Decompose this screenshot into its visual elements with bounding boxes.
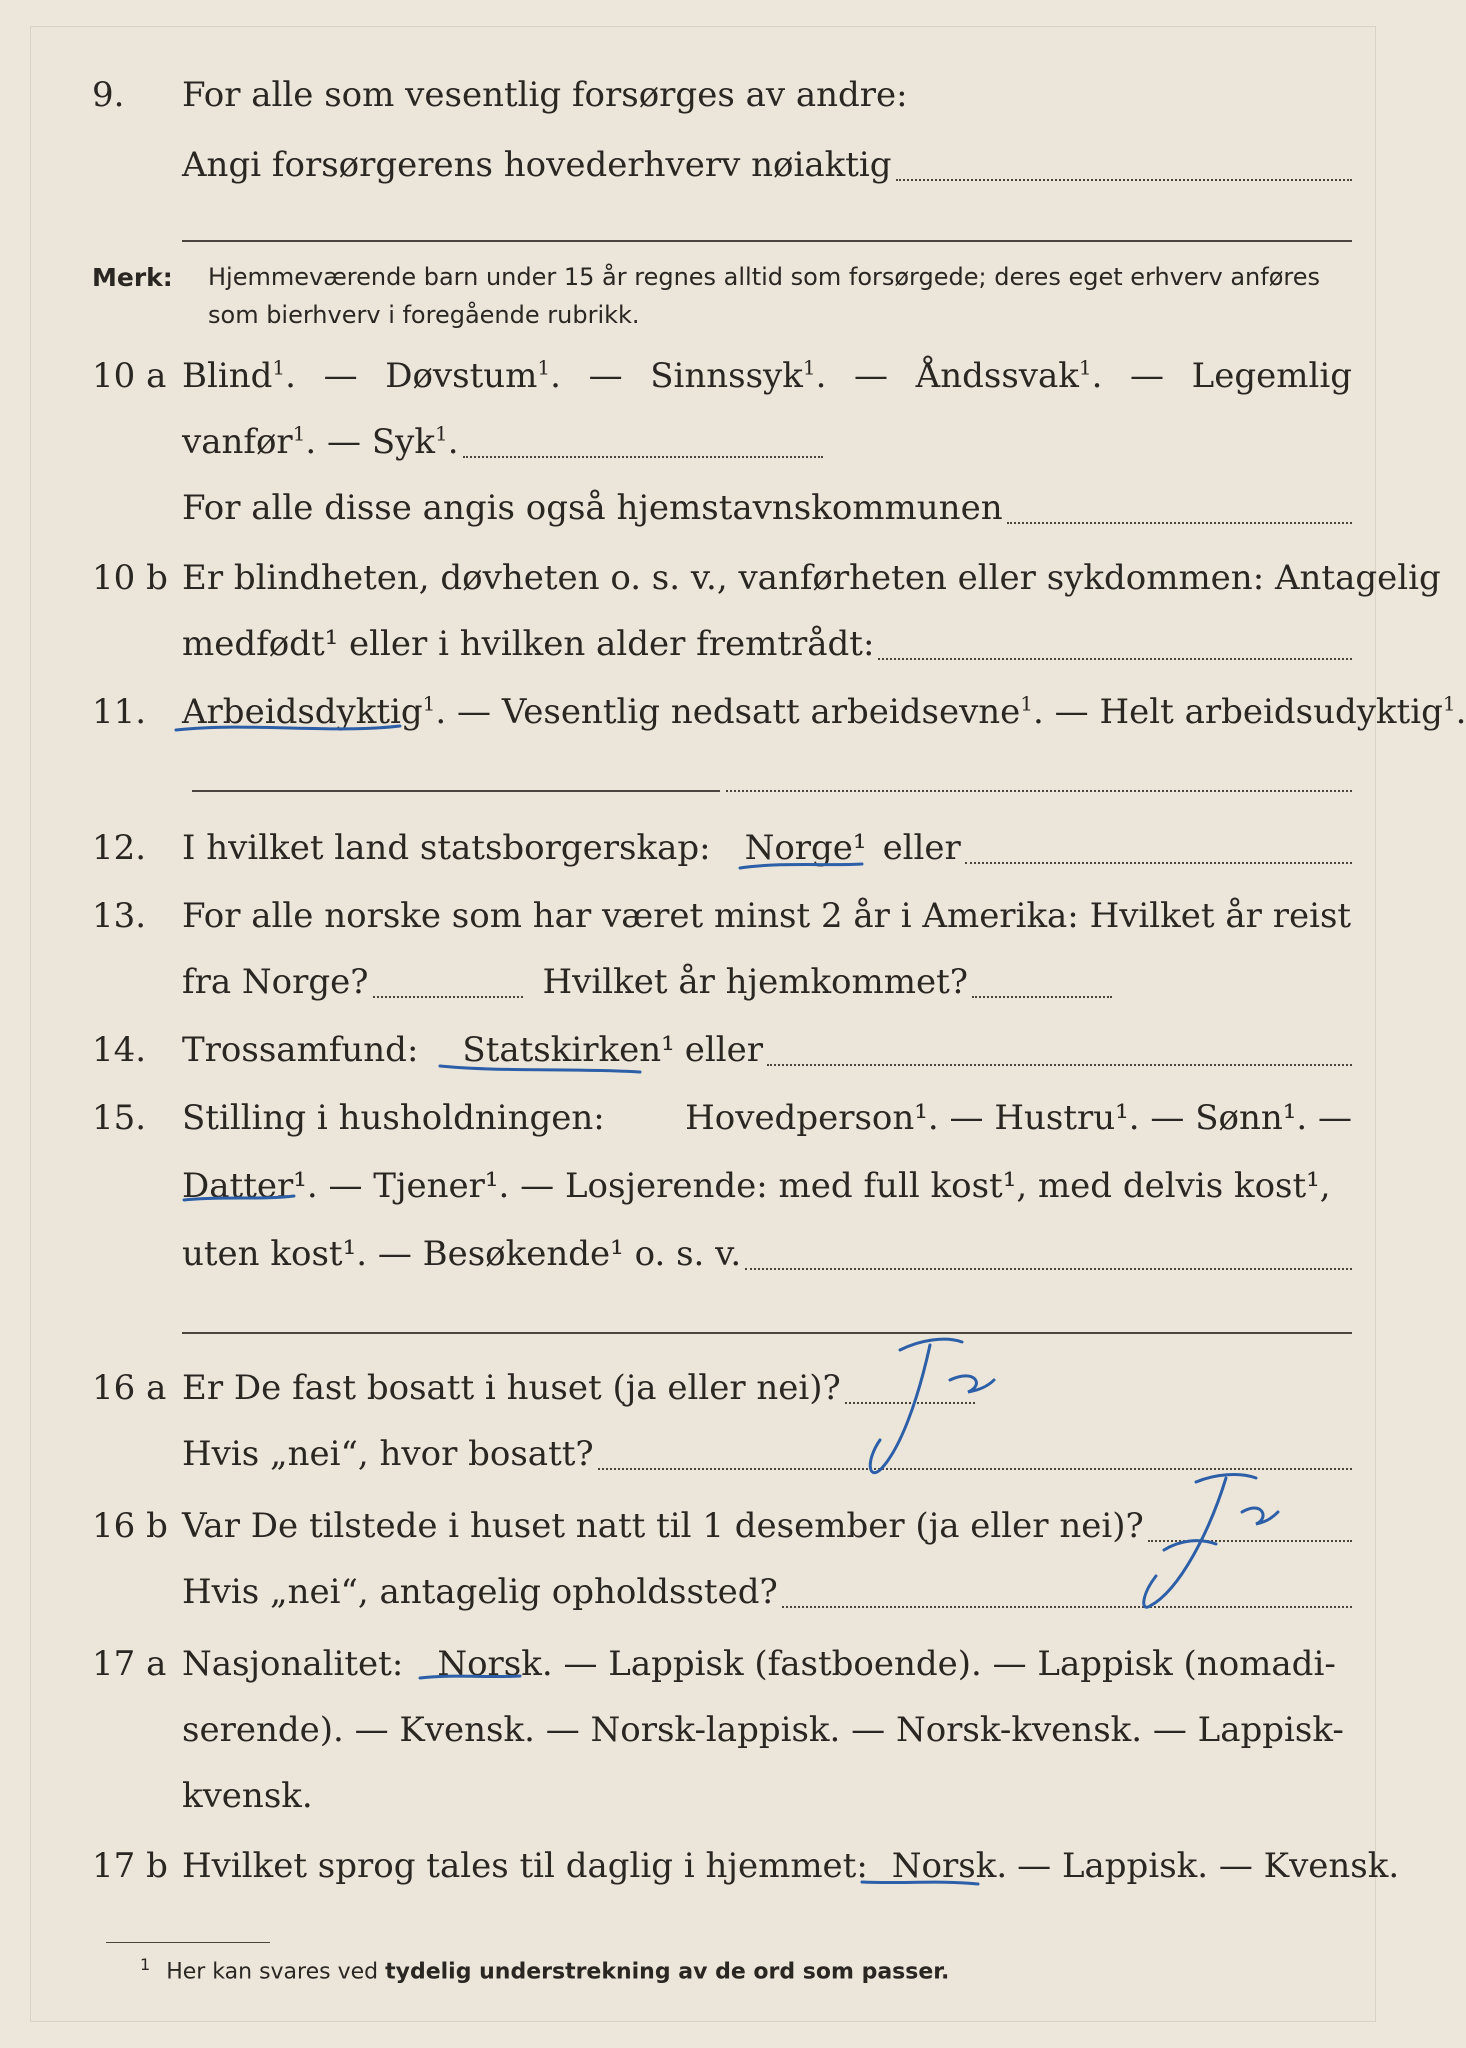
q13-reist-label: fra Norge? xyxy=(182,962,369,1002)
q14-row: 14. Trossamfund: Statskirken¹ eller xyxy=(0,1020,1406,1080)
merk-label: Merk: xyxy=(92,263,173,292)
q16a-bosatt-label: Hvis „nei“, hvor bosatt? xyxy=(182,1434,594,1474)
q13-line1: For alle norske som har været minst 2 år i Amerika: Hvilket år reist xyxy=(182,896,1352,936)
q11-row: 11. Arbeidsdyktig$^1$. — Vesentlig nedsatt arbeidsevne$^1$. — Helt arbeidsudyktig$^1$. xyxy=(0,682,1406,742)
q16b-opphold-label: Hvis „nei“, antagelig opholdssted? xyxy=(182,1572,778,1612)
q10a-number: 10 a xyxy=(92,356,167,396)
q17a-label: Nasjonalitet: xyxy=(182,1644,404,1684)
merk-text: Hjemmeværende barn under 15 år regnes alltid som forsørgede; deres eget erhverv anføres som bierhverv i foregående rubrikk. xyxy=(208,263,1321,329)
q10a-line3: For alle disse angis også hjemstavnskommunen xyxy=(182,488,1003,528)
opt-norsk-sprog[interactable]: Norsk. xyxy=(891,1846,1008,1886)
opt-norge[interactable]: Norge¹ xyxy=(744,828,867,868)
q17a-number: 17 a xyxy=(92,1644,167,1684)
underline-statskirken xyxy=(440,1066,640,1072)
q10a-row: 10 a Blind$^1$. — Døvstum$^1$. — Sinnssyk$^1$. — Åndssvak$^1$. — Legemlig xyxy=(0,346,1406,406)
underline-norge xyxy=(740,864,862,868)
opt-syk: Syk xyxy=(371,422,435,462)
q13-hjemkommet-label: Hvilket år hjemkommet? xyxy=(542,962,969,1002)
underline-datter xyxy=(184,1196,294,1200)
q14-label: Trossamfund: xyxy=(182,1030,419,1070)
q16b-number: 16 b xyxy=(92,1506,168,1546)
q15-label: Stilling i husholdningen: xyxy=(182,1098,605,1138)
q17a-row: 17 a Nasjonalitet: Norsk . — Lappisk (fastboende). — Lappisk (nomadi- xyxy=(0,1634,1406,1694)
q16a-number: 16 a xyxy=(92,1368,167,1408)
q13-number: 13. xyxy=(92,896,147,936)
q16a-label: Er De fast bosatt i huset (ja eller nei)? xyxy=(182,1368,841,1408)
q12-row: 12. I hvilket land statsborgerskap: Norge¹ eller xyxy=(0,818,1406,878)
opt-norsk-nasjonalitet[interactable]: Norsk xyxy=(437,1644,542,1684)
opt-andssvak: Åndssvak xyxy=(915,356,1079,396)
q14-number: 14. xyxy=(92,1030,147,1070)
opt-vanfor: vanfør xyxy=(182,422,293,462)
q10a-row2: vanfør$^1$. — Syk$^1$. xyxy=(0,412,1406,472)
q15-options-3: uten kost¹. — Besøkende¹ o. s. v. xyxy=(182,1234,742,1274)
q17b-number: 17 b xyxy=(92,1846,168,1886)
q10b-line2: medfødt¹ eller i hvilken alder fremtrådt: xyxy=(182,624,875,664)
q9-number: 9. xyxy=(92,75,125,115)
q17b-row: 17 b Hvilket sprog tales til daglig i hjemmet: Norsk. — Lappisk. — Kvensk. xyxy=(0,1836,1406,1896)
q9-line2: Angi forsørgerens hovederhverv nøiaktig xyxy=(182,145,892,185)
handwritten-ja-16b xyxy=(1144,1475,1278,1608)
q15-options-2: . — Tjener¹. — Losjerende: med full kost¹, med delvis kost¹, xyxy=(306,1166,1331,1206)
underline-norsk-sprog xyxy=(862,1882,978,1884)
q17a-options-2: serende). — Kvensk. — Norsk-lappisk. — Norsk-kvensk. — Lappisk- xyxy=(182,1710,1344,1750)
opt-legemlig: Legemlig xyxy=(1191,356,1352,396)
q12-number: 12. xyxy=(92,828,147,868)
q9-line1: For alle som vesentlig forsørges av andre: xyxy=(182,75,908,115)
underline-norsk-nasjonalitet xyxy=(420,1676,520,1678)
footnote: $^1$ Her kan svares ved tydelig understrekning av de ord som passer. xyxy=(140,1955,950,1985)
q12-label: I hvilket land statsborgerskap: xyxy=(182,828,711,868)
opt-arbeidsdyktig[interactable]: Arbeidsdyktig xyxy=(182,692,423,732)
q11-number: 11. xyxy=(92,692,147,732)
q10b-number: 10 b xyxy=(92,558,168,598)
q17b-label: Hvilket sprog tales til daglig i hjemmet: xyxy=(182,1846,868,1886)
q10b-line1: Er blindheten, døvheten o. s. v., vanførheten eller sykdommen: Antagelig xyxy=(182,558,1441,598)
handwritten-ja-16a xyxy=(870,1339,994,1472)
underline-arbeidsdyktig xyxy=(176,726,400,730)
opt-sinnssyk: Sinnssyk xyxy=(650,356,803,396)
q16b-label: Var De tilstede i huset natt til 1 desember (ja eller nei)? xyxy=(182,1506,1144,1546)
q17a-options-3: kvensk. xyxy=(182,1776,313,1816)
opt-datter[interactable]: Datter¹ xyxy=(182,1166,307,1206)
opt-statskirken[interactable]: Statskirken¹ xyxy=(462,1030,675,1070)
q15-number: 15. xyxy=(92,1098,147,1138)
opt-blind: Blind xyxy=(182,356,273,396)
opt-dovstum: Døvstum xyxy=(385,356,538,396)
q15-options-1: Hovedperson¹. — Hustru¹. — Sønn¹. — xyxy=(685,1098,1352,1138)
